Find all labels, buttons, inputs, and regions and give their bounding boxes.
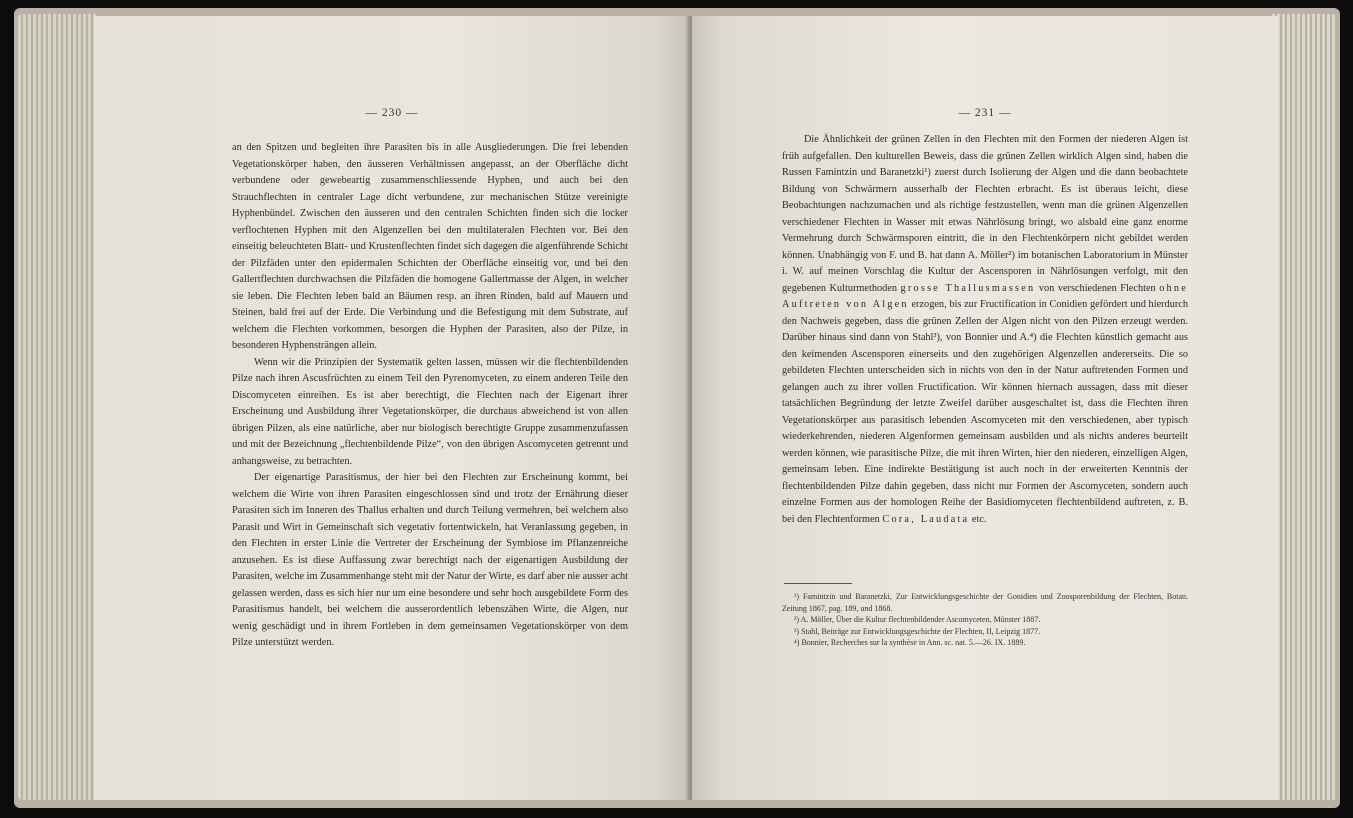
spaced-emphasis: Cora, Laudata <box>882 513 970 525</box>
paragraph: Der eigenartige Parasitismus, der hier bei den Flechten zur Erscheinung kommt, bei welchem die Wirte von ihren Parasiten eingeschlossen sind und trotz der Ernährung dieser Parasiten sich im Inneren des Thallus erhalten und durch Teilung vermehren, bei welchem also Parasit und Wirt in Gemeinschaft sich vegetativ fortentwickeln, hat Veranlassung gegeben, in den Flechten in erster Linie die Vertreter der Erscheinung der Symbiose im Pflanzenreiche anzusehen. Es ist diese Auffassung zwar berechtigt nach der eigenartigen Ausbildung der Parasiten, welche im Zusammenhange steht mit der Natur der Wirte, es darf aber nie ausser acht gelassen werden, dass es sich hier nur um eine besondere und sehr hoch ausgebildete Form des Parasitismus handelt, bei welchem die ausserordentlich lebenszähen Wirte, die Algen, nur wenig geschädigt und in ihrem Fortleben in dem gemeinsamen Vegetationskörper von dem Pilze unterstützt werden. <box>232 472 628 648</box>
spaced-emphasis: ohne Auftreten von Algen <box>782 282 1189 310</box>
footnote: ³) Stahl, Beiträge zur Entwicklungsgeschichte der Flechten, II, Leipzig 1877. <box>794 626 1041 636</box>
spaced-emphasis: grosse Thallusmassen <box>900 282 1036 294</box>
left-page-edges <box>18 14 98 800</box>
text-run: etc. <box>971 513 987 525</box>
right-page <box>692 16 1278 800</box>
footnote: ⁴) Bonnier, Recherches sur la synthèse in Ann. sc. nat. 5.—26. IX. 1889. <box>794 638 1026 648</box>
left-page-number: — 230 — <box>365 107 419 119</box>
right-page-text <box>782 132 1188 528</box>
right-page-number: — 231 — <box>958 107 1012 119</box>
text-run: Die Ähnlichkeit der grünen Zellen in den Flechten mit den Formen der niederen Algen ist früh aufgefallen. Den kulturellen Beweis, dass die grünen Zellen wirklich Algen sind, haben die Russen Famintzin und Baranetzki¹) zuerst durch Isolierung der Algen und die dann beobachtete Bildung von Schwärmern ausserhalb der Flechten erbracht. Es ist überaus leicht, diese Beobachtungen nachzumachen und als richtige festzustellen, wenn man die grünen Algenzellen verschiedener Flechten in Wasser mit etwas Nährlösung bringt, wo alsbald eine ganz enorme Vermehrung durch Schwärmsporen eintritt, die in den Flechtenkörpern nicht gebildet werden können. Unabhängig von F. und B. hat dann A. Möller²) im botanischen Laboratorium in Münster i. W. auf meinen Vorschlag die Kultur der Ascensporen in Nährlösungen verfolgt, mit den gegebenen Kulturmethoden <box>782 134 1188 294</box>
right-page-edges <box>1270 14 1336 800</box>
footnote: ²) A. Möller, Über die Kultur flechtenbildender Ascomyceten, Münster 1887. <box>794 615 1041 625</box>
paragraph: an den Spitzen und begleiten ihre Parasiten bis in alle Ausgliederungen. Die frei lebenden Vegetationskörper haben, den äusseren Verhältnissen angepasst, an der Oberfläche dicht verbundene oder gewebeartig zusammenschliessende Hyphen, und auch bei den Strauchflechten in centraler Lage dicht verbundene, zur mechanischen Stütze vereinigte Hyphenbündel. Zwischen den äusseren und den centralen Schichten finden sich die locker verflochtenen Hyphen mit den Algenzellen bei den multilateralen Flechten vor. Bei den einseitig beleuchteten Blatt- und Krustenflechten findet sich dagegen die algenführende Schicht der Pilzfäden unter den epidermalen Schichten der Oberfläche einseitig vor, und bei den Gallertflechten durchwachsen die Pilzfäden die homogene Gallertmasse der Algen, in welcher sie leben. Die Flechten leben bald an Bäumen resp. an ihren Rinden, bald auf Mauern und Steinen, bald frei auf der Erde. Die Verbindung und die Befestigung mit dem Substrate, auf welchem die Flechten vorkommen, besorgen die Hyphen der Parasiten, also der Pilze, in besonderen Hyphensträngen allein. <box>232 142 628 351</box>
footnotes <box>782 591 1188 649</box>
footnote: ¹) Famintzin und Baranetzki, Zur Entwicklungsgeschichte der Gonidien und Zoosporenbildung der Flechten, Botan. Zeitung 1867, pag. 189, und 1868. <box>782 592 1188 613</box>
left-page-text <box>232 140 628 652</box>
text-run: erzogen, bis zur Fructification in Conidien gefördert und hierdurch den Nachweis gegeben, dass die grünen Zellen der Algen nicht von den Pilzen erzeugt werden. Darüber hinaus sind dann von Stahl³), von Bonnier und A.⁴) die Flechten künstlich gemacht aus den keimenden Ascensporen einerseits und den zugehörigen Algenzellen andererseits. Die so gebildeten Flechten unterscheiden sich in nichts von den in der Natur auftretenden Formen und gelangen auch zu ihrer vollen Fructification. Wir können hiernach aussagen, dass mit dieser tatsächlichen Begründung der letzte Zweifel darüber ausgeschaltet ist, dass die Flechten ihren Vegetationskörper aus parasitisch lebenden Ascomyceten mit den verschiedenen, aber typisch wiederkehrenden, niederen Algenformen gemeinsam ausbilden und als nichts anderes beurteilt werden können, wie parasitische Pilze, die mit ihren Wirten, hier den niederen, einzelligen Algen, gemeinsam leben. Eine indirekte Bestätigung ist auch noch in der erweiterten Kenntnis der flechtenbildenden Pilze dahin gegeben, dass nicht nur Formen der Ascomyceten, sondern auch einzelne Formen aus der homologen Reihe der Basidiomyceten flechtenbildend auftreten, z. B. bei den Flechtenformen <box>782 299 1189 525</box>
footnote-separator <box>784 583 852 584</box>
text-run: von verschiedenen Flechten <box>1038 282 1156 294</box>
paragraph <box>782 132 1188 528</box>
left-page <box>94 16 690 800</box>
paragraph: Wenn wir die Prinzipien der Systematik gelten lassen, müssen wir die flechtenbildenden Pilze nach ihren Ascusfrüchten zu einem Teil den Pyrenomyceten, zu einem anderen Teile den Discomyceten einreihen. Es ist aber berechtigt, die Flechten nach der Eigenart ihrer Erscheinung und Ausbildung ihrer Vegetationskörper, die durchaus abweichend ist von allen übrigen Pilzen, als eine natürliche, aber nur biologisch berechtigte Gruppe zusammenzufassen und mit der Bezeichnung „flechtenbildende Pilze“, von den übrigen Ascomyceten getrennt und anhangsweise, zu betrachten. <box>232 356 628 467</box>
